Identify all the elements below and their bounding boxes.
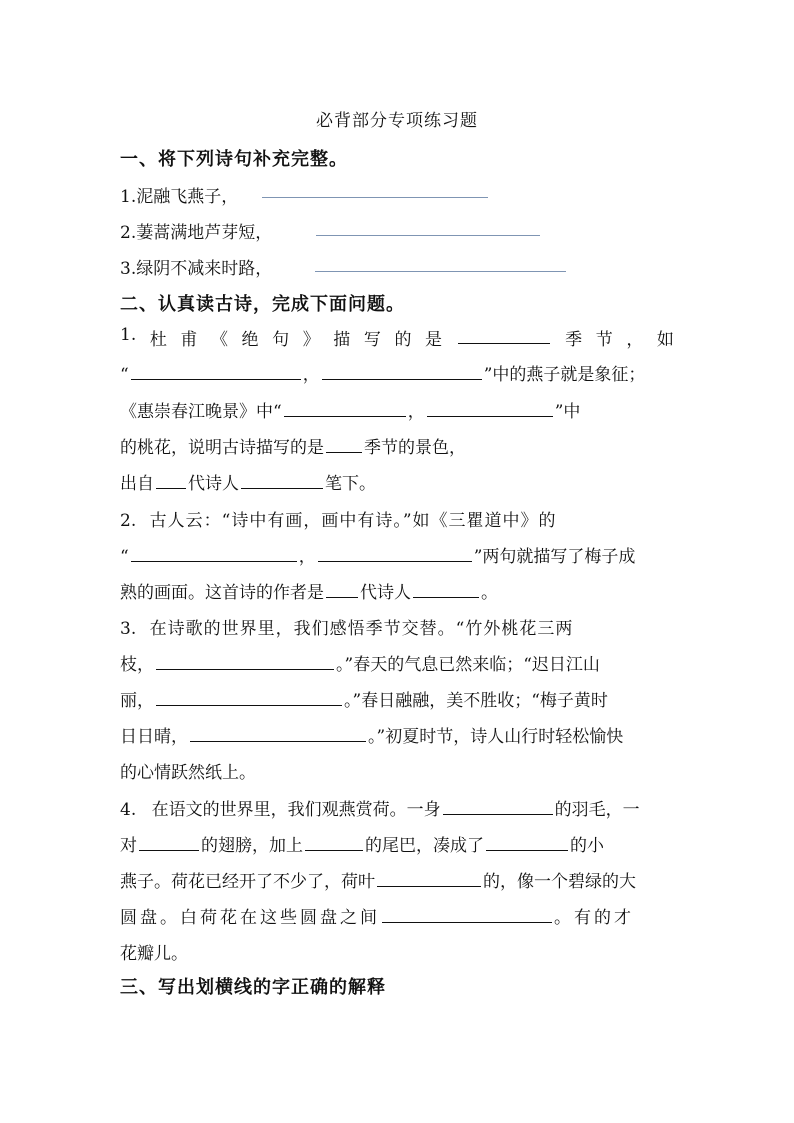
q1-line-5 <box>120 469 674 494</box>
q1-text: 》 <box>302 330 320 350</box>
q3-line-2 <box>120 650 674 675</box>
q4-text: 4. <box>120 800 137 820</box>
q3-line-5 <box>120 758 674 783</box>
q3-text: 枝， <box>120 655 154 675</box>
q1-text: 1. <box>120 325 137 345</box>
q1-blank-poem-4[interactable] <box>427 398 553 417</box>
q4-line-2 <box>120 831 674 856</box>
q2-line-1 <box>120 506 674 531</box>
q4-text: 的小 <box>570 836 604 856</box>
q2-blank-poem-2[interactable] <box>318 543 472 562</box>
q4-blank-swallow[interactable] <box>486 832 568 851</box>
q2-text: 熟的画面。这首诗的作者是 <box>120 583 324 603</box>
q2-line-2 <box>120 542 674 567</box>
q1-blank-dynasty[interactable] <box>156 470 186 489</box>
q1-text: ”中的燕子就是象征； <box>483 365 646 385</box>
q1-text: 杜 <box>149 330 167 350</box>
q1-text: 代诗人 <box>188 474 239 494</box>
q1-text: ， <box>626 330 644 350</box>
q1-text: 出自 <box>120 474 154 494</box>
q2-text: 2. <box>120 511 137 531</box>
q1-line-4 <box>120 433 674 458</box>
q1-text: ， <box>302 365 320 385</box>
q2-text: ”两句就描写了梅子成 <box>473 547 636 567</box>
q4-text: 燕子。荷花已经开了不少了，荷叶 <box>120 872 375 892</box>
q1-blank-poem-3[interactable] <box>284 398 406 417</box>
q3-line-1 <box>120 614 674 639</box>
q1-text: 季 <box>565 330 583 350</box>
section1-heading: 一、将下列诗句补充完整。 <box>120 149 348 170</box>
q4-text: 的，像一个碧绿的大 <box>483 872 636 892</box>
q3-text: 的心情跃然纸上。 <box>120 763 256 783</box>
q4-text: 圆盘。白荷花在这些圆盘之间 <box>120 908 380 928</box>
q1-text: 节 <box>595 330 613 350</box>
q1-line-2 <box>120 360 674 385</box>
q2-text: 古人云：“诗中有画，画中有诗。”如《三瞿道中》的 <box>149 511 557 531</box>
q4-blank-wings[interactable] <box>139 832 199 851</box>
q3-text: 。”春天的气息已然来临；“迟日江山 <box>336 655 600 675</box>
q4-text: 的尾巴，凑成了 <box>365 836 484 856</box>
q1-text: 《惠崇春江晚景》中“ <box>120 402 282 422</box>
q1-text: 笔下。 <box>325 474 376 494</box>
q3-blank-2[interactable] <box>156 687 342 706</box>
s1-item-2 <box>120 218 674 243</box>
q3-line-3 <box>120 686 674 711</box>
section2-heading: 二、认真读古诗，完成下面问题。 <box>120 294 405 315</box>
q4-blank-lotus-leaf[interactable] <box>377 868 481 887</box>
q1-text: ”中 <box>554 402 581 422</box>
s1-item-1-answer-line[interactable] <box>262 197 488 198</box>
q3-blank-3[interactable] <box>190 723 366 742</box>
q3-text: 丽， <box>120 691 154 711</box>
q3-text: 。”初夏时节，诗人山行时轻松愉快 <box>368 727 624 747</box>
q4-blank-white-lotus[interactable] <box>382 904 552 923</box>
q3-text: 。”春日融融，美不胜收；“梅子黄时 <box>344 691 608 711</box>
q1-blank-poem-2[interactable] <box>322 361 482 380</box>
q4-line-3 <box>120 867 674 892</box>
q2-blank-poem-1[interactable] <box>131 543 297 562</box>
q3-text: 在诗歌的世界里，我们感悟季节交替。“竹外桃花三两 <box>149 619 574 639</box>
q1-blank-season-2[interactable] <box>326 434 362 453</box>
q1-text: 如 <box>656 330 674 350</box>
q1-text: 是 <box>425 330 443 350</box>
q1-line-1 <box>120 325 674 350</box>
s1-item-1-text: 1.泥融飞燕子， <box>120 187 239 207</box>
q1-blank-poem-1[interactable] <box>131 361 301 380</box>
q4-text: 对 <box>120 836 137 856</box>
q2-line-3 <box>120 578 674 603</box>
q2-text: “ <box>120 547 129 567</box>
q4-blank-feathers[interactable] <box>443 796 553 815</box>
q4-text: 的羽毛，一 <box>554 800 640 820</box>
q1-text: 的桃花，说明古诗描写的是 <box>120 438 324 458</box>
q1-line-3 <box>120 397 674 422</box>
s1-item-3-text: 3.绿阴不减来时路， <box>120 259 273 279</box>
q1-text: 《 <box>210 330 228 350</box>
q1-text: 描 <box>333 330 351 350</box>
q2-blank-dynasty[interactable] <box>326 579 358 598</box>
q4-text: 。有的才 <box>554 908 634 928</box>
q1-blank-poet[interactable] <box>241 470 323 489</box>
q4-text: 花瓣儿。 <box>120 944 188 964</box>
q2-text: 代诗人 <box>360 583 411 603</box>
s1-item-1 <box>120 182 674 207</box>
q1-text: 句 <box>272 330 290 350</box>
q1-text: “ <box>120 365 129 385</box>
page-title: 必背部分专项练习题 <box>316 111 478 131</box>
q2-text: ， <box>298 547 316 567</box>
q4-line-5 <box>120 939 674 964</box>
q1-text: ， <box>407 402 425 422</box>
s1-item-2-answer-line[interactable] <box>316 235 540 236</box>
q1-text: 写 <box>363 330 381 350</box>
q1-text: 绝 <box>241 330 259 350</box>
q1-text: 季节的景色， <box>364 438 466 458</box>
q4-text: 的翅膀，加上 <box>201 836 303 856</box>
q3-text: 3. <box>120 619 137 639</box>
q2-blank-poet[interactable] <box>413 579 479 598</box>
s1-item-3-answer-line[interactable] <box>315 271 566 272</box>
q3-line-4 <box>120 722 674 747</box>
q3-blank-1[interactable] <box>156 651 334 670</box>
q2-text: 。 <box>481 583 498 603</box>
q1-text: 的 <box>394 330 412 350</box>
q4-line-4 <box>120 903 674 928</box>
section3-heading: 三、写出划横线的字正确的解释 <box>120 977 386 998</box>
q3-text: 日日晴， <box>120 727 188 747</box>
q4-text: 在语文的世界里，我们观燕赏荷。一身 <box>151 800 441 820</box>
q4-line-1 <box>120 795 674 820</box>
q1-blank-season[interactable] <box>458 325 550 344</box>
s1-item-3 <box>120 254 674 279</box>
q1-text: 甫 <box>180 330 198 350</box>
q4-blank-tail[interactable] <box>305 832 363 851</box>
s1-item-2-text: 2.萋蒿满地芦芽短， <box>120 223 273 243</box>
